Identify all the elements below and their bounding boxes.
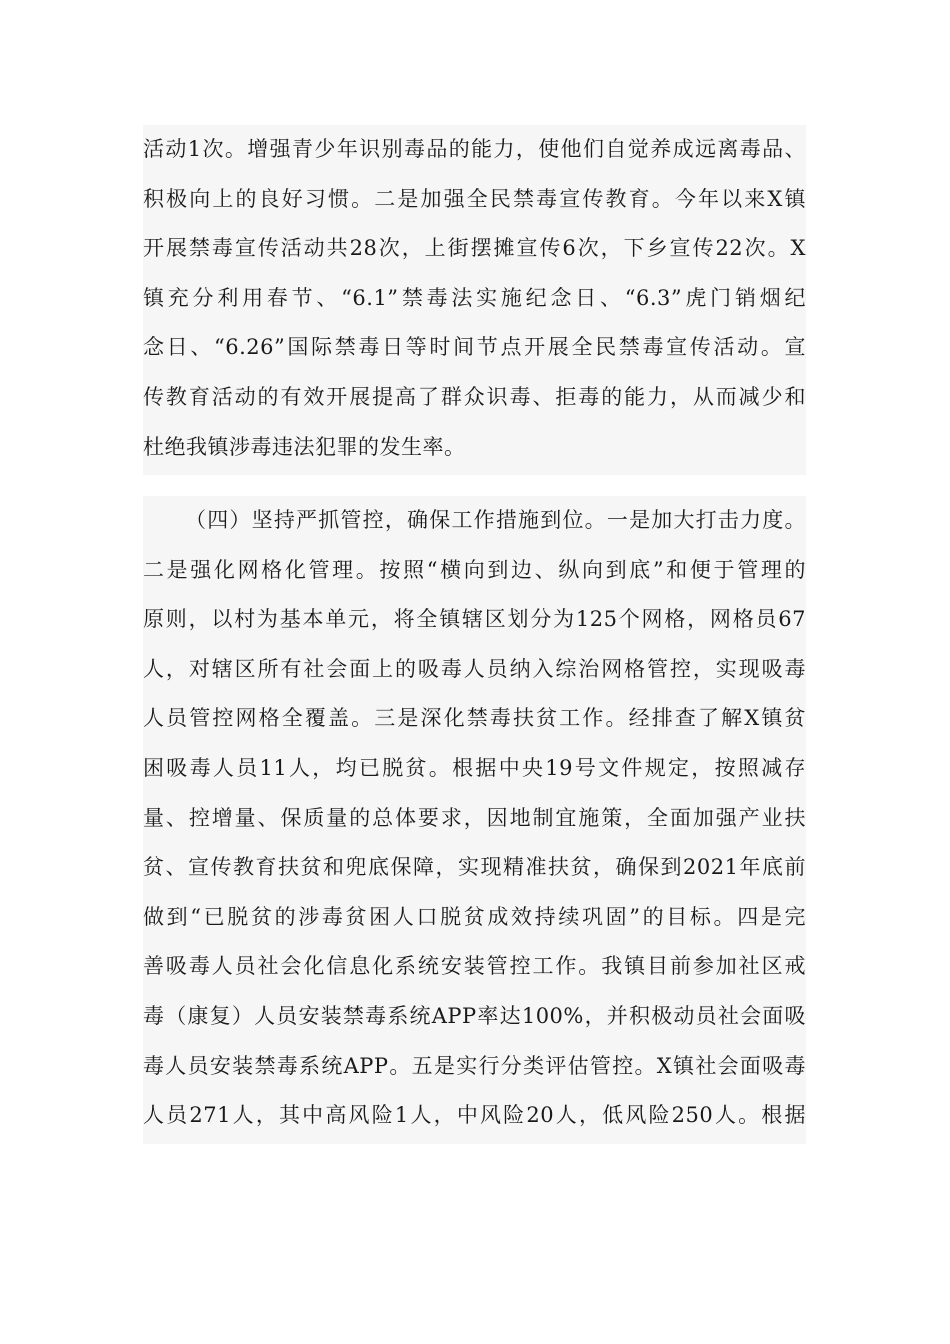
section-heading-line: （四）坚持严抓管控，确保工作措施到位。一是加大打击力度。 (185, 508, 806, 532)
text-line: 人，对辖区所有社会面上的吸毒人员纳入综治网格管控，实现吸毒 (143, 656, 806, 681)
paragraph-2 (143, 496, 806, 1144)
text-line: 人员271人，其中高风险1人，中风险20人，低风险250人。根据 (143, 1103, 806, 1128)
text-line: 原则，以村为基本单元，将全镇辖区划分为125个网格，网格员67 (143, 607, 806, 632)
text-line: 开展禁毒宣传活动共28次，上街摆摊宣传6次，下乡宣传22次。X (143, 236, 806, 261)
text-line: 善吸毒人员社会化信息化系统安装管控工作。我镇目前参加社区戒 (143, 954, 806, 979)
text-line: 量、控增量、保质量的总体要求，因地制宜施策，全面加强产业扶 (143, 805, 806, 830)
paragraph-1 (143, 125, 806, 475)
text-line: 传教育活动的有效开展提高了群众识毒、拒毒的能力，从而减少和 (143, 384, 806, 409)
text-line: 活动1次。增强青少年识别毒品的能力，使他们自觉养成远离毒品、 (143, 137, 806, 161)
text-line: 念日、“6.26”国际禁毒日等时间节点开展全民禁毒宣传活动。宣 (143, 335, 806, 360)
text-line: 杜绝我镇涉毒违法犯罪的发生率。 (143, 434, 466, 459)
text-line: 人员管控网格全覆盖。三是深化禁毒扶贫工作。经排查了解X镇贫 (143, 706, 806, 731)
text-line: 毒人员安装禁毒系统APP。五是实行分类评估管控。X镇社会面吸毒 (143, 1053, 806, 1078)
text-line: 贫、宣传教育扶贫和兜底保障，实现精准扶贫，确保到2021年底前 (143, 855, 806, 880)
text-line: 困吸毒人员11人，均已脱贫。根据中央19号文件规定，按照减存 (143, 755, 806, 780)
text-line: 二是强化网格化管理。按照“横向到边、纵向到底”和便于管理的 (143, 557, 806, 582)
text-line: 毒（康复）人员安装禁毒系统APP率达100%，并积极动员社会面吸 (143, 1003, 806, 1028)
text-line: 积极向上的良好习惯。二是加强全民禁毒宣传教育。今年以来X镇 (143, 186, 806, 211)
text-line: 镇充分利用春节、“6.1”禁毒法实施纪念日、“6.3”虎门销烟纪 (143, 285, 806, 310)
text-line: 做到“已脱贫的涉毒贫困人口脱贫成效持续巩固”的目标。四是完 (143, 904, 806, 929)
